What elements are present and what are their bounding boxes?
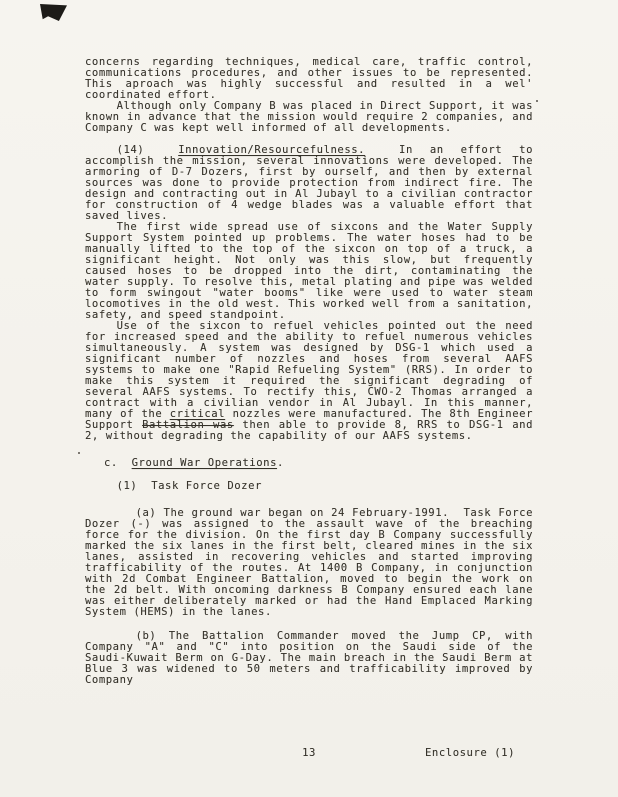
paragraph-continuation: concerns regarding techniques, medical care, traffic control, communications procedures, and other issues to be represented. This aproach was highly successful and resulted in a wel' coordinated effort. [85,56,533,101]
paragraph-rapid-refueling [85,321,533,442]
section-heading-ground-war [85,458,533,469]
item-number-14: (14) [116,144,179,156]
innovation-text: In an effort to accomplish the mission, several innovations were developed. The armoring of D-7 Dozers, first by ourself, and then by external sources was done to provide protection from indirect fire. The design and contracting out in Al Jubayl to a civilian contractor for construction of 4 wedge blades was a valuable effort that saved lives. [85,144,533,222]
underlined-word-critical: critical [169,408,226,420]
scan-speck [78,452,80,454]
subsection-task-force-dozer: (1) Task Force Dozer [116,480,262,492]
refueling-text-1: Use of the sixcon to refuel vehicles pointed out the need for increased speed and the ability to refuel numerous vehicles simultaneously. A system was designed by DSG-1 which used a significant number of nozzles and hoses from several AAFS systems to make one "Rapid Refueling System" (RRS). In order to make this system it required the significant degrading of several AAFS systems. To rectify this, CWO-2 Thomas arranged a contract with a civilian vendor in Al Jubayl. In this manner, many of the [85,320,533,420]
page-footer [85,748,533,759]
paragraph-direct-support: Although only Company B was placed in Direct Support, it was known in advance that the mission would require 2 companies, and Company C was kept well informed of all developments. [85,100,533,134]
page-number: 13 [302,747,316,759]
paragraph-innovation [85,145,533,222]
scan-speck [536,100,538,102]
enclosure-label: Enclosure (1) [425,747,515,759]
refueling-text-3: then able to provide 8, RRS to DSG-1 and 2, without degrading the capability of our AAFS systems. [85,419,533,442]
paragraph-sixcon-water: The first wide spread use of sixcons and the Water Supply Support System pointed up problems. The water hoses had to be manually lifted to the top of the sixcon on top of a truck, a significant height. Not only was this slow, but frequently caused hoses to be dropped into the dirt, contaminating the water supply. To resolve this, metal plating and pipe was welded to form swingout "water booms" like were used to water steam locomotives in the old west. This worked well from a sanitation, safety, and speed standpoint. [85,221,533,321]
refueling-text-2: nozzles were manufactured. The 8th Engineer Support [85,408,533,431]
section-title: Ground War Operations [131,457,277,469]
section-label: c. [103,457,132,469]
document-body [85,57,533,686]
scan-artifact-mark [40,4,67,21]
paragraph-a-ground-war: (a) The ground war began on 24 February-1991. Task Force Dozer (-) was assigned to the assault wave of the breaching force for the division. On the first day B Company successfully marked the six lanes in the first belt, cleared mines in the six lanes, assisted in recovering vehicles and started improving trafficability of the routes. At 1400 B Company, in conjunction with 2d Combat Engineer Battalion, moved to begin the work on the 2d belt. With oncoming darkness B Company ensured each lane was either deliberately marked or had the Hand Emplaced Marking System (HEMS) in the lanes. [85,507,533,618]
struck-phrase-battalion-was: Battalion was [142,419,234,431]
innovation-heading: Innovation/Resourcefulness. [178,144,366,156]
paragraph-b-battalion-commander: (b) The Battalion Commander moved the Jump CP, with Company "A" and "C" into position on the Saudi side of the Saudi-Kuwait Berm on G-Day. The main breach in the Saudi Berm at Blue 3 was widened to 50 meters and trafficability improved by Company [85,630,533,686]
section-period: . [277,457,284,469]
